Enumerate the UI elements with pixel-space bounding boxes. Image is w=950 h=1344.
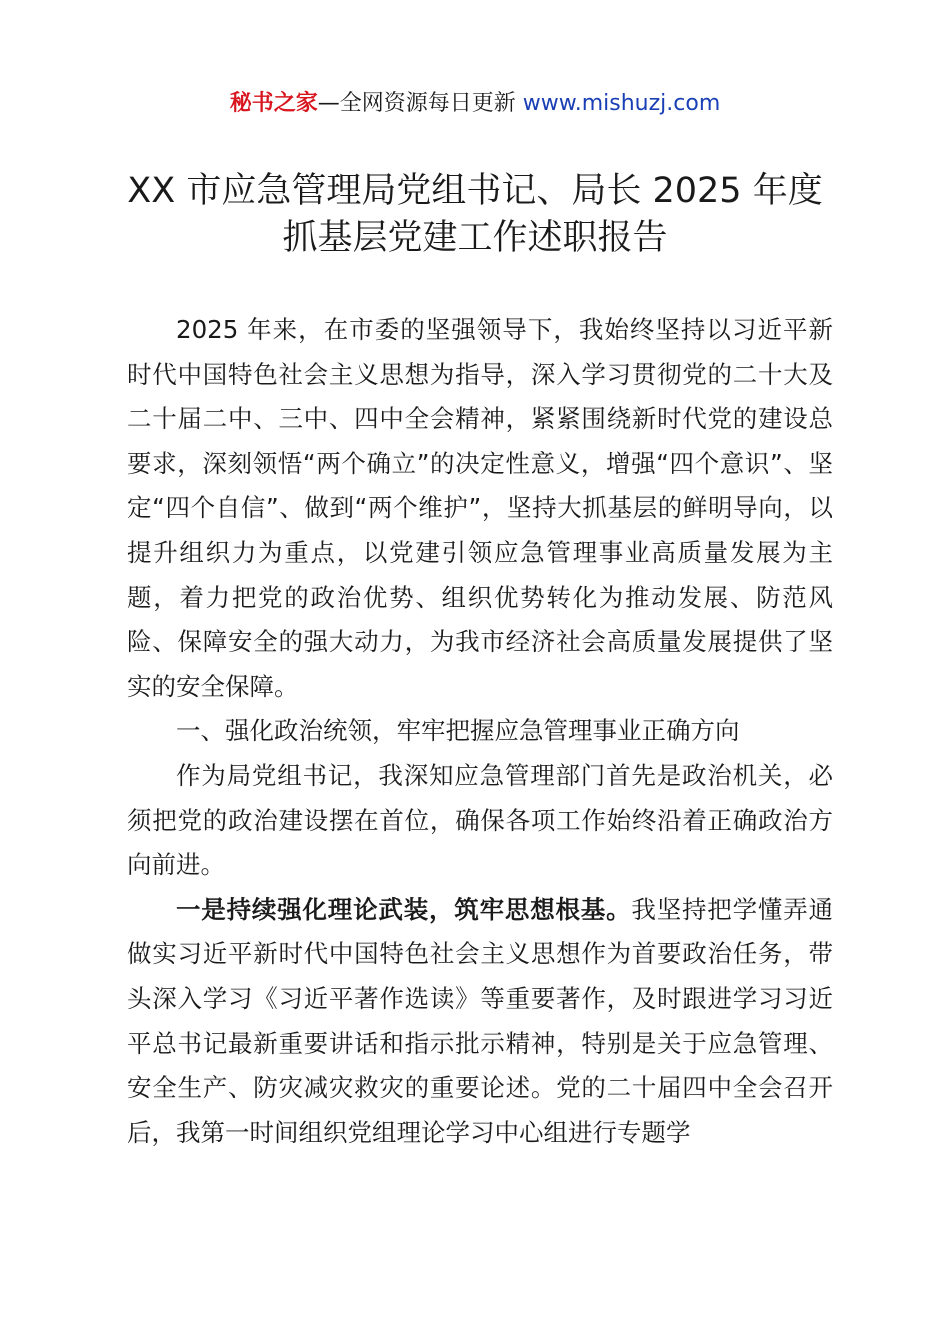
paragraph-section-1-intro: 作为局党组书记，我深知应急管理部门首先是政治机关，必须把党的政治建设摆在首位，确保各项工作始终沿着正确政治方向前进。 xyxy=(127,760,833,880)
document-title xyxy=(0,168,950,262)
section-heading-1: 一、强化政治统领，牢牢把握应急管理事业正确方向 xyxy=(176,716,740,746)
site-header xyxy=(0,88,950,120)
paragraph-intro: 2025 年来，在市委的坚强领导下，我始终坚持以习近平新时代中国特色社会主义思想为指导，深入学习贯彻党的二十大及二十届二中、三中、四中全会精神，紧紧围绕新时代党的建设总要求，深刻领悟“两个确立”的决定性意义，增强“四个意识”、坚定“四个自信”、做到“两个维护”，坚持大抓基层的鲜明导向，以提升组织力为重点，以党建引领应急管理事业高质量发展为主题，着力把党的政治优势、组织优势转化为推动发展、防范风险、保障安全的强大动力，为我市经济社会高质量发展提供了坚实的安全保障。 xyxy=(127,315,833,701)
point-1-lead: 一是持续强化理论武装，筑牢思想根基。 xyxy=(176,894,632,924)
paragraph-point-1 xyxy=(127,888,833,1156)
site-url-link[interactable]: www.mishuzj.com xyxy=(522,91,721,116)
title-line-2: 抓基层党建工作述职报告 xyxy=(282,218,668,258)
brand-name: 秘书之家 xyxy=(229,91,318,116)
title-line-1: XX 市应急管理局党组书记、局长 2025 年度 xyxy=(127,171,823,211)
point-1-body: 我坚持把学懂弄通做实习近平新时代中国特色社会主义思想作为首要政治任务，带头深入学习《习近平著作选读》等重要著作，及时跟进学习习近平总书记最新重要讲话和指示批示精神，特别是关于应急管理、安全生产、防灾减灾救灾的重要论述。党的二十届四中全会召开后，我第一时间组织党组理论学习中心组进行专题学 xyxy=(127,894,834,1147)
document-body xyxy=(127,308,833,1155)
header-tagline: —全网资源每日更新 xyxy=(317,91,523,116)
